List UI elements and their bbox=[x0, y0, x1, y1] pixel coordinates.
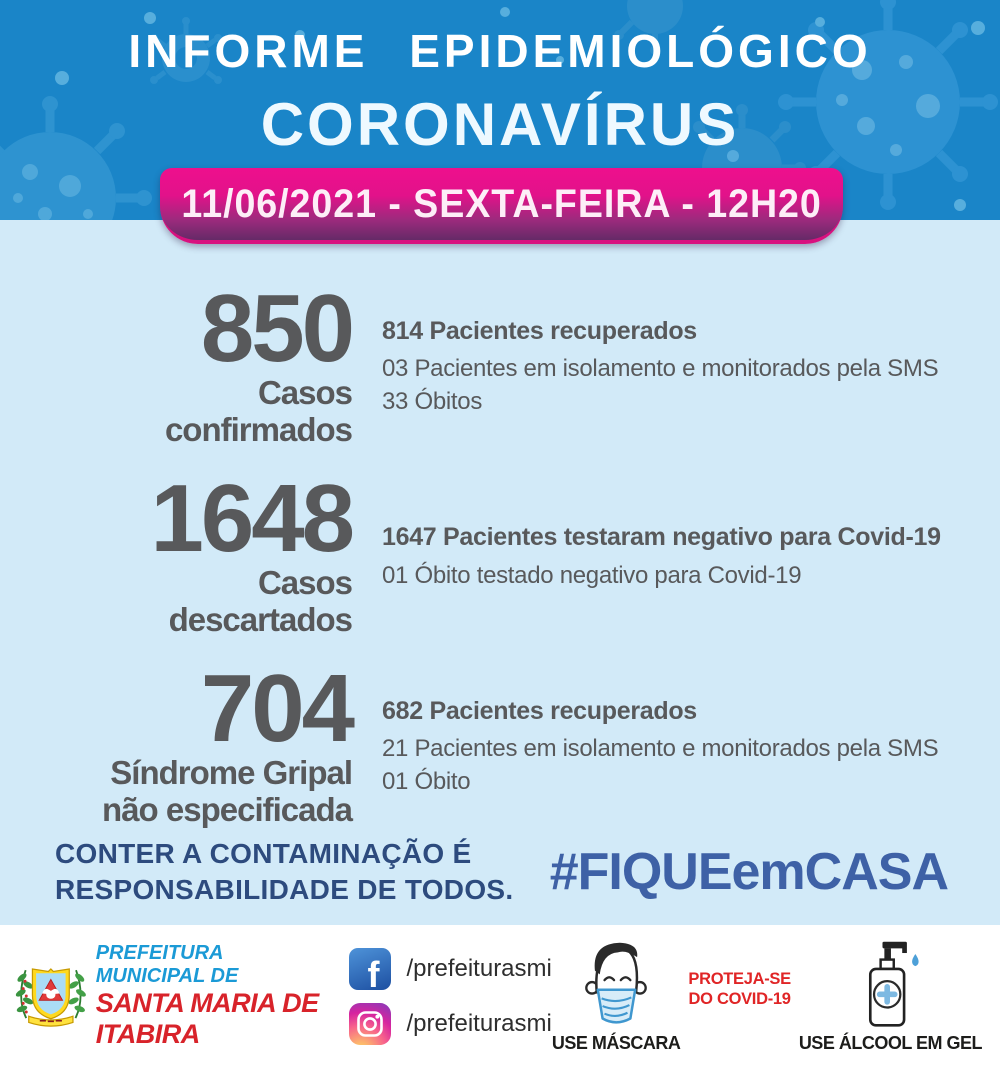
mask-label: USE MÁSCARA bbox=[551, 1033, 681, 1053]
facebook-icon bbox=[349, 948, 391, 990]
stat-discarded-cases bbox=[0, 465, 1000, 640]
stat-number: 704 bbox=[200, 655, 352, 763]
city-hall-identity bbox=[14, 939, 319, 1053]
date-banner-text: 11/06/2021 - SEXTA-FEIRA - 12H20 bbox=[181, 181, 822, 226]
page-subtitle: CORONAVÍRUS bbox=[260, 91, 740, 158]
mask-face-icon bbox=[577, 938, 655, 1030]
page-title: INFORME EPIDEMIOLÓGICO bbox=[128, 25, 872, 77]
instagram-handle: /prefeiturasmi bbox=[406, 1009, 552, 1037]
stat-number: 850 bbox=[200, 275, 352, 383]
responsibility-message: CONTER A CONTAMINAÇÃO É RESPONSABILIDADE DE TODOS. bbox=[55, 838, 514, 906]
gel-bottle-icon bbox=[857, 938, 923, 1030]
stat-number: 1648 bbox=[150, 465, 352, 573]
detail-line: 814 Pacientes recuperados bbox=[382, 316, 697, 345]
stat-label: Casos bbox=[257, 373, 352, 411]
facebook-row bbox=[349, 948, 551, 990]
footer-bar bbox=[0, 925, 1000, 1067]
detail-line: 01 Óbito bbox=[382, 768, 471, 796]
detail-line: 21 Pacientes em isolamento e monitorados pela SMS bbox=[382, 735, 939, 763]
city-crest-icon bbox=[14, 939, 88, 1053]
detail-line: 03 Pacientes em isolamento e monitorados pela SMS bbox=[382, 355, 939, 383]
gel-label: USE ÁLCOOL EM GEL bbox=[798, 1033, 982, 1053]
detail-line: 01 Óbito testado negativo para Covid-19 bbox=[382, 561, 802, 589]
message-section bbox=[55, 836, 948, 909]
protect-yourself-text: PROTEJA-SE DO COVID-19 bbox=[688, 970, 791, 1008]
stat-confirmed-cases bbox=[0, 275, 1000, 450]
detail-line: 1647 Pacientes testaram negativo para Covid-19 bbox=[382, 523, 941, 552]
covid-protection-tips bbox=[552, 938, 986, 1054]
stat-label: descartados bbox=[168, 600, 352, 638]
instagram-icon bbox=[349, 1003, 391, 1045]
instagram-row bbox=[349, 1003, 551, 1045]
detail-line: 33 Óbitos bbox=[382, 388, 483, 416]
date-banner bbox=[160, 168, 843, 244]
social-media-links bbox=[349, 948, 551, 1045]
org-name-prefix: PREFEITURA MUNICIPAL DE bbox=[95, 942, 239, 987]
stat-label: não especificada bbox=[102, 790, 352, 828]
org-name: SANTA MARIA DE ITABIRA bbox=[95, 988, 319, 1049]
stat-label: confirmados bbox=[164, 410, 352, 448]
detail-line: 682 Pacientes recuperados bbox=[382, 696, 697, 725]
stat-flu-syndrome bbox=[0, 655, 1000, 830]
stat-label: Casos bbox=[257, 563, 352, 601]
facebook-handle: /prefeiturasmi bbox=[406, 954, 552, 982]
stay-home-hashtag: #FIQUEemCASA bbox=[549, 843, 948, 902]
stat-label: Síndrome Gripal bbox=[110, 753, 352, 791]
statistics-section bbox=[0, 220, 1000, 852]
